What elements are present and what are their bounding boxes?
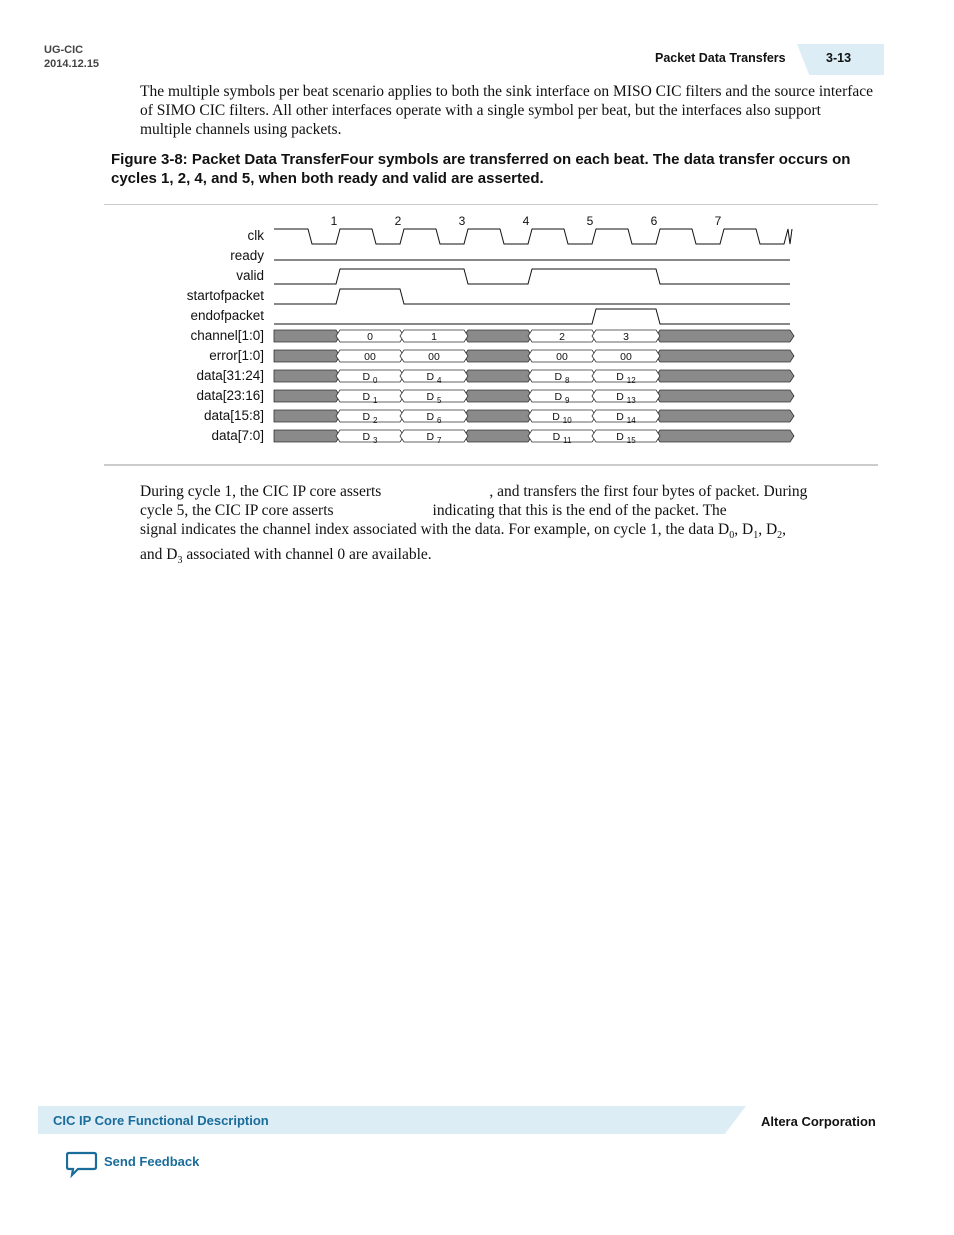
bus-invalid-segment <box>274 430 340 442</box>
doc-date: 2014.12.15 <box>44 58 100 70</box>
bus-value: 1 <box>431 331 437 343</box>
footer-company: Altera Corporation <box>761 1114 876 1129</box>
cycle-number: 3 <box>458 214 466 228</box>
bus-value: 00 <box>364 351 376 363</box>
clk-wave <box>274 229 792 244</box>
bus-value: D $_{11}$ <box>552 431 572 445</box>
signal-label: data[15:8] <box>203 408 264 423</box>
signal-label: data[23:16] <box>196 388 264 403</box>
bus-invalid-segment <box>274 410 340 422</box>
bus-invalid-segment <box>274 350 340 362</box>
bus-invalid-segment <box>656 350 794 362</box>
bus-value: D $_{12}$ <box>616 371 636 385</box>
timing-diagram <box>104 206 878 462</box>
waveforms <box>274 229 792 324</box>
intro-paragraph: The multiple symbols per beat scenario applies to both the sink interface on MISO CIC filters and the source interface of SIMO CIC filters. All other interfaces operate with a single symbol per beat, but the interfaces also support multiple channels using packets. <box>140 83 874 138</box>
figure-caption: Figure 3-8: Packet Data TransferFour symbols are transferred on each beat. The data transfer occurs on cycles 1, 2, 4, and 5, when both ready and valid are asserted. <box>111 151 851 187</box>
bus-value: 00 <box>556 351 568 363</box>
cycle-number: 6 <box>650 214 658 228</box>
body-text: associated with channel 0 are available. <box>182 546 432 564</box>
bus-invalid-segment <box>274 370 340 382</box>
bus-invalid-segment <box>274 330 340 342</box>
doc-code: UG-CIC <box>44 44 84 56</box>
body-text: During cycle 1, the CIC IP core asserts <box>140 483 382 500</box>
subscript: 1 <box>753 530 759 542</box>
subscript: 2 <box>777 530 783 542</box>
bus-waveforms <box>274 330 794 445</box>
bus-value: D $_1$ <box>362 391 378 405</box>
bus-value: D $_3$ <box>362 431 378 445</box>
cycle-labels <box>331 214 722 228</box>
bus-value: D $_{15}$ <box>616 431 636 445</box>
cycle-number: 7 <box>714 214 722 228</box>
bus-invalid-segment <box>464 390 532 402</box>
doc-id <box>44 43 99 71</box>
signal-label: valid <box>236 268 264 283</box>
bus-value: D $_7$ <box>426 431 442 445</box>
signal-label: clk <box>247 228 264 243</box>
cycle-number: 1 <box>330 214 338 228</box>
bus-value: 00 <box>428 351 440 363</box>
bus-value: D $_{10}$ <box>552 411 572 425</box>
subscript: 3 <box>177 555 183 567</box>
body-text: indicating that this is the end of the packet. The <box>432 502 727 519</box>
endofpacket-wave <box>274 309 790 324</box>
signal-label: data[7:0] <box>211 428 264 443</box>
body-text: , D <box>758 521 778 538</box>
bus-invalid-segment <box>656 410 794 422</box>
cycle-number: 2 <box>394 214 402 228</box>
send-feedback-link[interactable]: Send Feedback <box>104 1154 200 1169</box>
section-title: Packet Data Transfers <box>655 51 786 65</box>
bus-value: D $_6$ <box>426 411 442 425</box>
cycle-number: 5 <box>586 214 594 228</box>
signal-labels <box>187 228 265 443</box>
bus-value: 0 <box>367 331 373 343</box>
bus-value: 2 <box>559 331 565 343</box>
bus-value: D $_0$ <box>362 371 378 385</box>
signal-label: endofpacket <box>190 308 264 323</box>
bus-invalid-segment <box>464 430 532 442</box>
cycle-number: 4 <box>522 214 530 228</box>
signal-label: data[31:24] <box>196 368 264 383</box>
footer-chapter-link[interactable]: CIC IP Core Functional Description <box>53 1113 269 1128</box>
body-paragraph <box>140 482 875 570</box>
bus-value: 00 <box>620 351 632 363</box>
page-number: 3-13 <box>826 51 852 65</box>
body-text: , <box>782 521 787 538</box>
bus-value: D $_9$ <box>554 391 570 405</box>
bus-invalid-segment <box>656 330 794 342</box>
valid-wave <box>274 269 790 284</box>
body-text: cycle 5, the CIC IP core asserts <box>140 502 334 519</box>
bus-invalid-segment <box>656 370 794 382</box>
bus-invalid-segment <box>464 350 532 362</box>
subscript: 0 <box>729 530 735 542</box>
figure-bottom-rule <box>104 464 878 466</box>
bus-value: D $_8$ <box>554 371 570 385</box>
signal-label: ready <box>230 248 264 263</box>
bus-value: D $_2$ <box>362 411 378 425</box>
bus-invalid-segment <box>656 390 794 402</box>
signal-label: startofpacket <box>186 288 264 303</box>
bus-invalid-segment <box>274 390 340 402</box>
signal-label: error[1:0] <box>209 348 264 363</box>
bus-invalid-segment <box>656 430 794 442</box>
bus-invalid-segment <box>464 370 532 382</box>
bus-invalid-segment <box>464 330 532 342</box>
feedback-icon[interactable] <box>66 1150 98 1178</box>
bus-value: D $_{14}$ <box>616 411 636 425</box>
signal-label: channel[1:0] <box>190 328 264 343</box>
bus-value: D $_{13}$ <box>616 391 636 405</box>
body-text: , and transfers the first four bytes of packet. During <box>489 483 808 500</box>
bus-invalid-segment <box>464 410 532 422</box>
bus-value: D $_4$ <box>426 371 442 385</box>
body-text: , D <box>734 521 754 538</box>
figure-top-rule <box>104 204 878 205</box>
body-text: and D <box>140 546 178 564</box>
bus-value: 3 <box>623 331 629 343</box>
startofpacket-wave <box>274 289 790 304</box>
bus-value: D $_5$ <box>426 391 442 405</box>
body-text: signal indicates the channel index associated with the data. For example, on cycle 1, the data D <box>140 521 730 538</box>
